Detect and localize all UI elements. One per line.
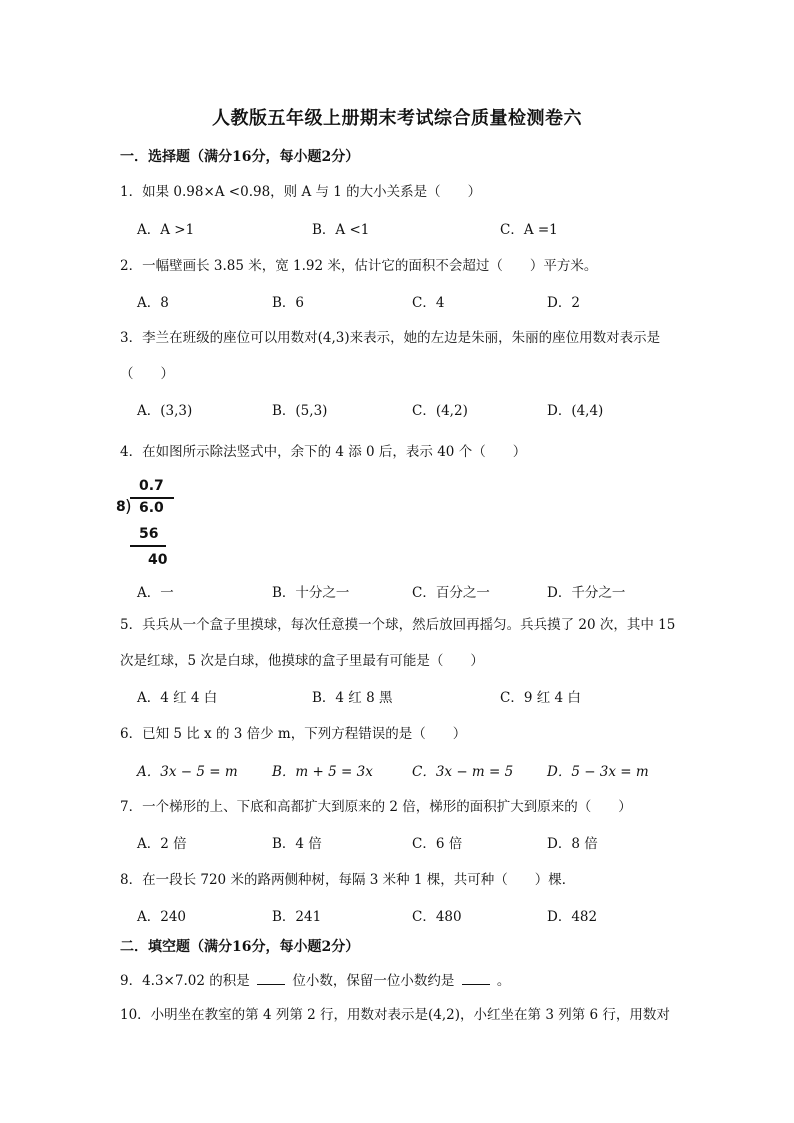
option-a: A．4 红 4 白 <box>137 690 218 706</box>
question-3: 3．李兰在班级的座位可以用数对(4,3)来表示，她的左边是朱丽，朱丽的座位用数对表示是 <box>120 330 661 346</box>
question-8: 8．在一段长 720 米的路两侧种树，每隔 3 米种 1 棵，共可种（ ）棵． <box>120 872 576 888</box>
option-a: A．(3,3) <box>137 403 193 419</box>
question-2-options <box>0 291 794 311</box>
option-d: D．(4,4) <box>547 403 604 419</box>
option-d: D．8 倍 <box>547 836 598 852</box>
division-bracket: ) <box>125 497 132 517</box>
answer-blank[interactable] <box>257 972 285 985</box>
section-heading-choice: 一．选择题（满分16分，每小题2分） <box>120 149 360 165</box>
option-c: C．(4,2) <box>412 403 468 419</box>
division-dividend: 6.0 <box>139 500 164 516</box>
option-a: A．8 <box>137 295 169 311</box>
option-d: D．5 − 3x = m <box>547 764 649 780</box>
question-4: 4．在如图所示除法竖式中，余下的 4 添 0 后，表示 40 个（ ） <box>120 444 527 460</box>
question-5-continued: 次是红球，5 次是白球，他摸球的盒子里最有可能是（ ） <box>120 653 484 669</box>
question-1: 1．如果 0.98×A <0.98，则 A 与 1 的大小关系是（ ） <box>120 184 482 200</box>
division-divisor: 8 <box>116 499 126 515</box>
question-3-continued: （ ） <box>120 366 174 382</box>
question-9 <box>120 969 510 989</box>
question-9-part-2: 位小数，保留一位小数约是 <box>292 973 455 989</box>
option-a: A．240 <box>137 909 187 925</box>
question-5: 5．兵兵从一个盒子里摸球，每次任意摸一个球，然后放回再摇匀。兵兵摸了 20 次，其中 15 <box>120 617 676 633</box>
option-d: D．482 <box>547 909 598 925</box>
option-b: B．4 红 8 黑 <box>312 690 393 706</box>
question-10: 10．小明坐在教室的第 4 列第 2 行，用数对表示是(4,2)，小红坐在第 3 列第 6 行，用数对 <box>120 1007 670 1023</box>
subtraction-line <box>130 545 166 547</box>
option-d: D．2 <box>547 295 580 311</box>
option-b: B．(5,3) <box>272 403 328 419</box>
question-5-options <box>0 686 794 706</box>
division-bar <box>130 497 174 499</box>
page-title: 人教版五年级上册期末考试综合质量检测卷六 <box>212 108 582 129</box>
option-b: B．4 倍 <box>272 836 322 852</box>
question-7-options <box>0 832 794 852</box>
question-1-options <box>0 218 794 238</box>
option-c: C．6 倍 <box>412 836 463 852</box>
option-d: D．千分之一 <box>547 585 626 601</box>
option-b: B．m + 5 = 3x <box>272 764 373 780</box>
option-c: C．480 <box>412 909 462 925</box>
option-a: A．A >1 <box>137 222 195 238</box>
option-c: C．A =1 <box>500 222 558 238</box>
question-8-options <box>0 905 794 925</box>
option-b: B．十分之一 <box>272 585 350 601</box>
question-6-options <box>0 760 794 780</box>
long-division-figure <box>112 472 182 572</box>
question-3-options <box>0 399 794 419</box>
option-b: B．6 <box>272 295 305 311</box>
question-9-part-3: 。 <box>496 973 511 989</box>
option-b: B．A <1 <box>312 222 370 238</box>
question-2: 2．一幅壁画长 3.85 米，宽 1.92 米，估计它的面积不会超过（ ）平方米。 <box>120 258 598 274</box>
question-7: 7．一个梯形的上、下底和高都扩大到原来的 2 倍，梯形的面积扩大到原来的（ ） <box>120 799 632 815</box>
option-a: A．3x − 5 = m <box>137 764 238 780</box>
division-product: 56 <box>139 526 159 542</box>
division-remainder: 40 <box>148 552 168 568</box>
option-c: C．4 <box>412 295 445 311</box>
option-b: B．241 <box>272 909 322 925</box>
question-4-options <box>0 581 794 601</box>
option-a: A．2 倍 <box>137 836 187 852</box>
question-9-part-1: 9．4.3×7.02 的积是 <box>120 973 250 989</box>
option-c: C．9 红 4 白 <box>500 690 581 706</box>
option-c: C．百分之一 <box>412 585 490 601</box>
division-quotient: 0.7 <box>139 478 164 494</box>
option-a: A．一 <box>137 585 174 601</box>
section-heading-fill-in: 二．填空题（满分16分，每小题2分） <box>120 939 360 955</box>
question-6: 6．已知 5 比 x 的 3 倍少 m，下列方程错误的是（ ） <box>120 726 467 742</box>
option-c: C．3x − m = 5 <box>412 764 514 780</box>
answer-blank[interactable] <box>462 972 490 985</box>
